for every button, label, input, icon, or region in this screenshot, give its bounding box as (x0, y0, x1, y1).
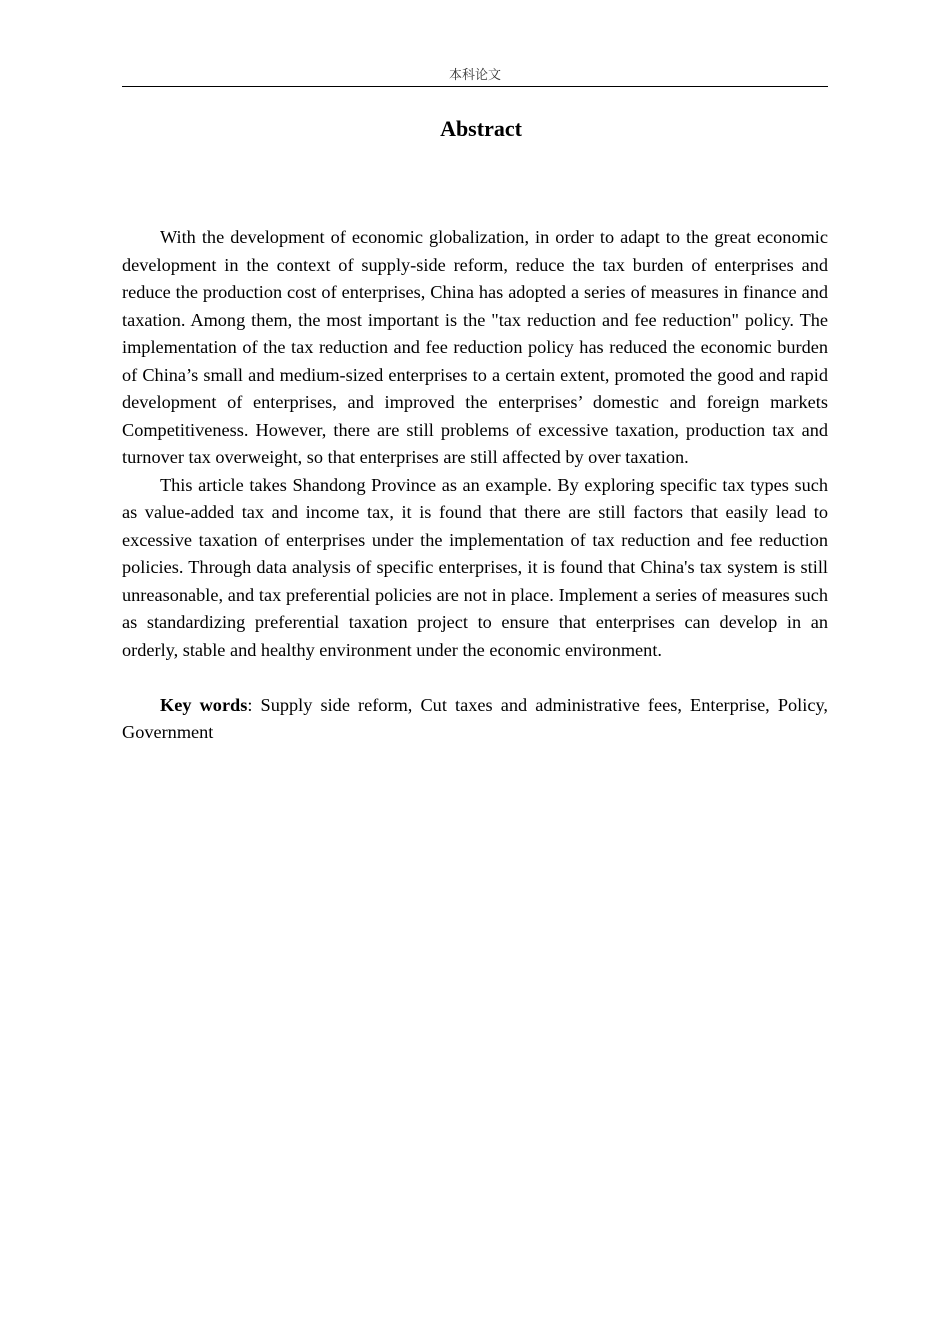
running-header: 本科论文 (448, 68, 501, 83)
abstract-title: Abstract (440, 116, 522, 141)
keywords-label: Key words (160, 694, 248, 715)
abstract-paragraph-2: This article takes Shandong Province as an example. By exploring specific tax types such as value-added tax and income tax, it is found that there are still factors that easily lead to excessive taxation of enterprises under the implementation of tax reduction and fee reduction policies. Through data analysis of specific enterprises, it is found that China's tax system is still unreasonable, and tax preferential policies are not in place. Implement a series of measures such as standardizing preferential taxation project to ensure that enterprises can develop in an orderly, stable and healthy environment under the economic environment. (122, 474, 828, 660)
keywords-line (122, 692, 828, 747)
keywords-text: : Supply side reform, Cut taxes and administrative fees, Enterprise, Policy, Government (122, 694, 828, 742)
header-rule (122, 86, 828, 87)
abstract-paragraph-1: With the development of economic globalization, in order to adapt to the great economic development in the context of supply-side reform, reduce the tax burden of enterprises and reduce the production cost of enterprises, China has adopted a series of measures in finance and taxation. Among them, the most important is the "tax reduction and fee reduction" policy. The implementation of the tax reduction and fee reduction policy has reduced the economic burden of China’s small and medium-sized enterprises to a certain extent, promoted the good and rapid development of enterprises, and improved the enterprises’ domestic and foreign markets Competitiveness. However, there are still problems of excessive taxation, production tax and turnover tax overweight, so that enterprises are still affected by over taxation. (122, 227, 828, 467)
abstract-body (122, 224, 828, 747)
